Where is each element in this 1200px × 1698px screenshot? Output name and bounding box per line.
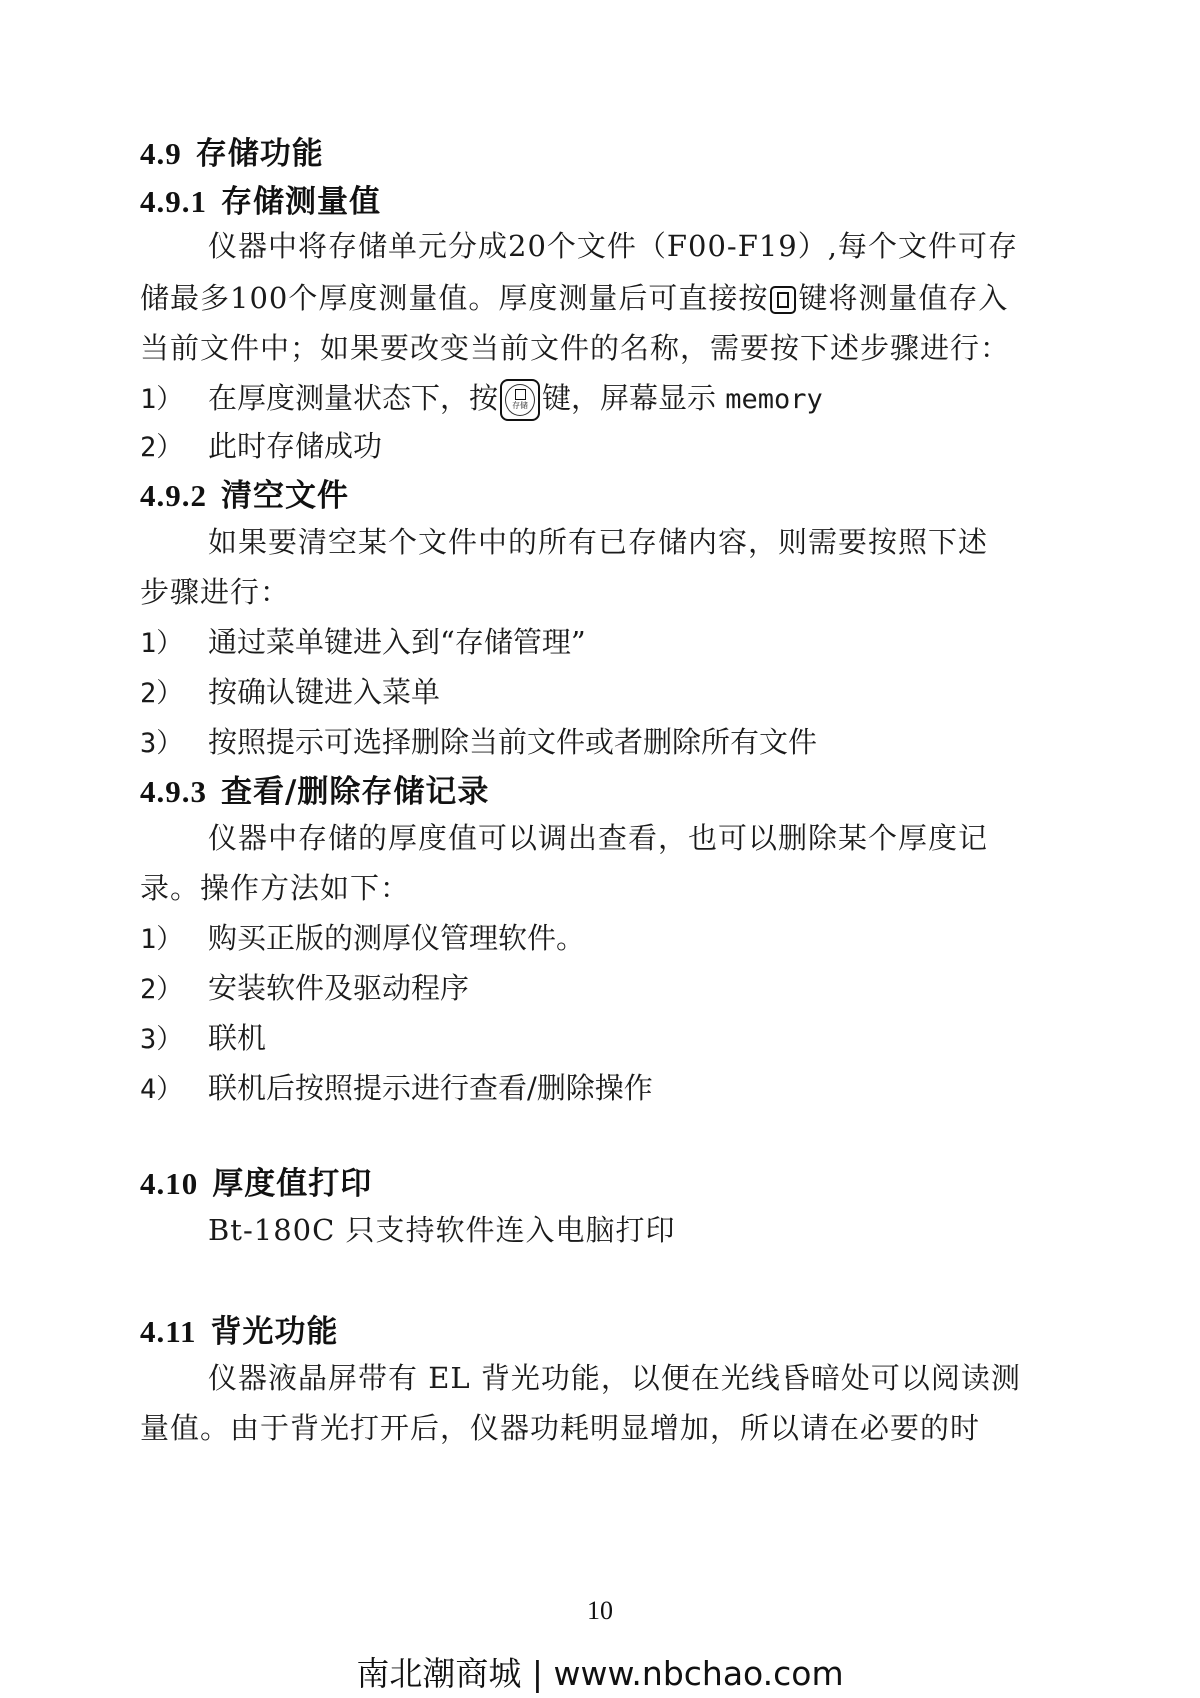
list-item: 4） 联机后按照提示进行查看/删除操作 — [140, 1071, 653, 1105]
heading-4-9-3: 4.9.3 查看/删除存储记录 — [140, 774, 490, 810]
list-item: 3） 联机 — [140, 1021, 267, 1055]
paragraph-line: Bt-180C 只支持软件连入电脑打印 — [208, 1213, 676, 1247]
heading-4-9: 4.9 存储功能 — [140, 136, 324, 172]
paragraph-line: 量值。由于背光打开后，仪器功耗明显增加，所以请在必要的时 — [140, 1411, 981, 1445]
paragraph-line: 录。操作方法如下： — [140, 871, 411, 905]
list-item: 3） 按照提示可选择删除当前文件或者删除所有文件 — [140, 725, 818, 759]
save-key-icon — [770, 286, 796, 314]
heading-4-10: 4.10 厚度值打印 — [140, 1166, 373, 1202]
heading-4-9-1: 4.9.1 存储测量值 — [140, 184, 381, 220]
list-item: 1） 通过菜单键进入到“存储管理” — [140, 625, 586, 659]
list-item: 2） 安装软件及驱动程序 — [140, 971, 470, 1005]
list-item: 2） 此时存储成功 — [140, 429, 383, 463]
paragraph-line: 仪器中存储的厚度值可以调出查看，也可以删除某个厚度记 — [208, 821, 989, 855]
footer-watermark: 南北潮商城 | www.nbchao.com — [356, 1654, 844, 1693]
store-key-icon: 存储 — [500, 379, 540, 421]
list-item: 1） 购买正版的测厚仪管理软件。 — [140, 921, 586, 955]
heading-4-11: 4.11 背光功能 — [140, 1314, 339, 1350]
paragraph-line: 储最多100个厚度测量值。厚度测量后可直接按 键将测量值存入 — [140, 281, 1009, 315]
paragraph-line: 仪器液晶屏带有 EL 背光功能，以便在光线昏暗处可以阅读测 — [208, 1361, 1021, 1395]
page-number: 10 — [587, 1596, 613, 1625]
paragraph-line: 如果要清空某个文件中的所有已存储内容，则需要按照下述 — [208, 525, 989, 559]
paragraph-line: 当前文件中；如果要改变当前文件的名称，需要按下述步骤进行： — [140, 331, 1011, 365]
heading-4-9-2: 4.9.2 清空文件 — [140, 478, 349, 514]
list-item: 2） 按确认键进入菜单 — [140, 675, 441, 709]
list-item: 1） 在厚度测量状态下，按 存储 键，屏幕显示 memory — [140, 372, 823, 426]
paragraph-line: 仪器中将存储单元分成20个文件（F00-F19）,每个文件可存 — [208, 229, 1018, 263]
paragraph-line: 步骤进行： — [140, 575, 291, 609]
